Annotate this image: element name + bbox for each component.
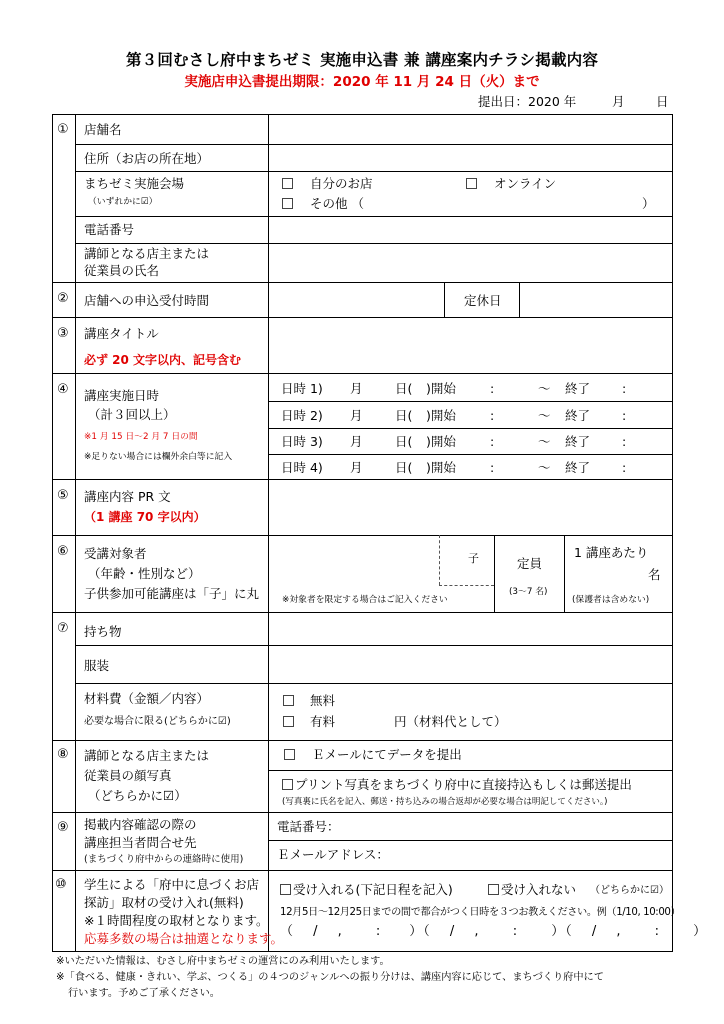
venue-own-checkbox[interactable] bbox=[282, 178, 293, 189]
start-label: )開始 bbox=[426, 460, 456, 475]
time-colon: : bbox=[622, 434, 627, 449]
photo-label-1: 講師となる店主または bbox=[84, 748, 210, 763]
photo-label-2: 従業員の顔写真 bbox=[84, 768, 172, 783]
tilde: ～ bbox=[538, 408, 551, 423]
pr-text-note: （1 講座 70 字以内） bbox=[84, 510, 206, 524]
section-number-10: ⑩ bbox=[55, 877, 67, 892]
schedule-row-label: 日時 4) bbox=[281, 460, 323, 475]
contact-label-2: 講座担当者問合せ先 bbox=[84, 835, 197, 850]
venue-online-checkbox[interactable] bbox=[466, 178, 477, 189]
venue-label: まちゼミ実施会場 bbox=[84, 176, 185, 191]
capacity-label: 定員 bbox=[517, 556, 543, 571]
venue-own-label: 自分のお店 bbox=[310, 176, 373, 191]
interview-reject-label: 受け入れない bbox=[501, 882, 577, 897]
material-paid-checkbox[interactable] bbox=[283, 716, 294, 727]
interview-label-1: 学生による「府中に息づくお店 bbox=[84, 877, 260, 892]
belongings-label: 持ち物 bbox=[84, 624, 122, 639]
interview-slots[interactable]: （ / , : ）（ / , : ）（ / , : ） bbox=[280, 924, 708, 939]
section-number-2: ② bbox=[57, 291, 69, 306]
footer-note-2b: 行います。予めご了承ください。 bbox=[68, 988, 220, 999]
child-mark[interactable]: 子 bbox=[468, 552, 479, 565]
time-colon: : bbox=[622, 460, 627, 475]
end-label: 終了 bbox=[565, 460, 591, 475]
instructor-name-label-1: 講師となる店主または bbox=[84, 246, 210, 261]
interview-reject-checkbox[interactable] bbox=[488, 884, 499, 895]
schedule-row-label: 日時 1) bbox=[281, 381, 323, 396]
tilde: ～ bbox=[538, 434, 551, 449]
venue-note: （いずれかに☑） bbox=[88, 197, 158, 207]
time-colon: : bbox=[490, 381, 495, 396]
material-yen-label: 円（材料代として） bbox=[394, 714, 507, 729]
phone-label: 電話番号 bbox=[84, 222, 135, 237]
section-number-7: ⑦ bbox=[57, 621, 69, 636]
material-free-label: 無料 bbox=[310, 693, 336, 708]
end-label: 終了 bbox=[565, 434, 591, 449]
day-label: 日( bbox=[395, 381, 413, 396]
target-audience-label-3: 子供参加可能講座は「子」に丸 bbox=[84, 586, 260, 601]
pr-text-label: 講座内容 PR 文 bbox=[84, 489, 171, 504]
submit-month-label: 月 bbox=[612, 94, 625, 109]
instructor-name-label-2: 従業員の氏名 bbox=[84, 263, 160, 278]
schedule-note-red: ※1 月 15 日～2 月 7 日の間 bbox=[84, 432, 198, 442]
per-course-label: 1 講座あたり bbox=[574, 545, 649, 560]
submission-deadline: 実施店申込書提出期限：2020 年 11 月 24 日（火）まで bbox=[184, 74, 540, 90]
venue-online-label: オンライン bbox=[494, 176, 557, 191]
photo-email-checkbox[interactable] bbox=[284, 749, 295, 760]
tilde: ～ bbox=[538, 381, 551, 396]
interview-label-3: ※１時間程度の取材となります。 bbox=[84, 913, 269, 928]
address-label: 住所（お店の所在地） bbox=[84, 151, 210, 166]
photo-email-label: Ｅメールにてデータを提出 bbox=[312, 747, 462, 762]
day-label: 日( bbox=[395, 434, 413, 449]
submit-day-label: 日 bbox=[656, 94, 669, 109]
section-number-1: ① bbox=[57, 122, 69, 137]
start-label: )開始 bbox=[426, 408, 456, 423]
footer-note-2a: ※「食べる、健康・きれい、学ぶ、つくる」の４つのジャンルへの振り分けは、講座内容に応じて、まちづくり府中にて bbox=[56, 972, 604, 983]
time-colon: : bbox=[490, 408, 495, 423]
material-cost-label: 材料費（金額／内容） bbox=[84, 691, 210, 706]
footer-note-1: ※いただいた情報は、むさし府中まちゼミの運営にのみ利用いたします。 bbox=[56, 956, 390, 967]
course-title-note: 必ず 20 文字以内、記号含む bbox=[84, 353, 242, 367]
target-audience-label-1: 受講対象者 bbox=[84, 546, 147, 561]
contact-note: (まちづくり府中からの連絡時に使用) bbox=[84, 854, 244, 865]
reception-hours-label: 店舗への申込受付時間 bbox=[84, 293, 210, 308]
photo-print-checkbox[interactable] bbox=[282, 779, 293, 790]
interview-accept-checkbox[interactable] bbox=[280, 884, 291, 895]
interview-label-4: 応募多数の場合は抽選となります。 bbox=[84, 931, 284, 946]
section-number-4: ④ bbox=[57, 382, 69, 397]
material-cost-note: 必要な場合に限る(どちらかに☑) bbox=[84, 716, 231, 727]
day-label: 日( bbox=[395, 408, 413, 423]
month-label: 月 bbox=[350, 434, 363, 449]
target-audience-label-2: （年齢・性別など） bbox=[88, 566, 201, 581]
contact-email-label: Ｅメールアドレス： bbox=[277, 847, 389, 862]
interview-accept-label: 受け入れる(下記日程を記入) bbox=[293, 882, 453, 897]
time-colon: : bbox=[490, 460, 495, 475]
month-label: 月 bbox=[350, 460, 363, 475]
form-title: 第３回むさし府中まちゼミ 実施申込書 兼 講座案内チラシ掲載内容 bbox=[125, 51, 599, 69]
schedule-label-2: （計３回以上） bbox=[88, 407, 176, 422]
interview-label-2: 探訪」取材の受け入れ(無料) bbox=[84, 895, 244, 910]
venue-other-label: その他 （ bbox=[310, 196, 364, 211]
month-label: 月 bbox=[350, 408, 363, 423]
time-colon: : bbox=[622, 381, 627, 396]
start-label: )開始 bbox=[426, 381, 456, 396]
venue-other-close: ） bbox=[642, 196, 655, 211]
course-title-label: 講座タイトル bbox=[84, 326, 159, 341]
holiday-label: 定休日 bbox=[464, 293, 502, 308]
day-label: 日( bbox=[395, 460, 413, 475]
contact-phone-label: 電話番号： bbox=[277, 819, 340, 834]
schedule-row-label: 日時 3) bbox=[281, 434, 323, 449]
persons-label: 名 bbox=[648, 567, 661, 582]
section-number-3: ③ bbox=[57, 326, 69, 341]
time-colon: : bbox=[490, 434, 495, 449]
section-number-9: ⑨ bbox=[57, 820, 69, 835]
end-label: 終了 bbox=[565, 408, 591, 423]
interview-either-note: （どちらかに☑） bbox=[590, 885, 669, 896]
store-name-label: 店舗名 bbox=[84, 122, 122, 137]
material-free-checkbox[interactable] bbox=[283, 695, 294, 706]
time-colon: : bbox=[622, 408, 627, 423]
schedule-label-1: 講座実施日時 bbox=[84, 388, 160, 403]
material-paid-label: 有料 bbox=[310, 714, 336, 729]
contact-label-1: 掲載内容確認の際の bbox=[84, 817, 197, 832]
month-label: 月 bbox=[350, 381, 363, 396]
guardian-note: (保護者は含めない) bbox=[572, 595, 650, 605]
section-number-8: ⑧ bbox=[57, 747, 69, 762]
target-audience-note: ※対象者を限定する場合はご記入ください bbox=[282, 595, 448, 605]
section-number-5: ⑤ bbox=[57, 488, 69, 503]
photo-print-label: プリント写真をまちづくり府中に直接持込もしくは郵送提出 bbox=[295, 777, 632, 792]
start-label: )開始 bbox=[426, 434, 456, 449]
interview-schedule-note: 12月5日～12月25日までの間で都合がつく日時を３つお教えください。例（1/10, 10:00） bbox=[280, 907, 681, 918]
submit-date-label: 提出日：2020 年 bbox=[478, 94, 577, 109]
schedule-row-label: 日時 2) bbox=[281, 408, 323, 423]
capacity-note: (3～7 名) bbox=[509, 587, 548, 597]
schedule-note: ※足りない場合には欄外余白等に記入 bbox=[84, 452, 233, 462]
end-label: 終了 bbox=[565, 381, 591, 396]
tilde: ～ bbox=[538, 460, 551, 475]
section-number-6: ⑥ bbox=[57, 544, 69, 559]
clothing-label: 服装 bbox=[84, 658, 110, 673]
photo-label-3: （どちらかに☑） bbox=[88, 788, 187, 803]
venue-other-checkbox[interactable] bbox=[282, 198, 293, 209]
photo-note: (写真裏に氏名を記入、郵送・持ち込みの場合返却が必要な場合は明記してください。) bbox=[282, 797, 608, 807]
